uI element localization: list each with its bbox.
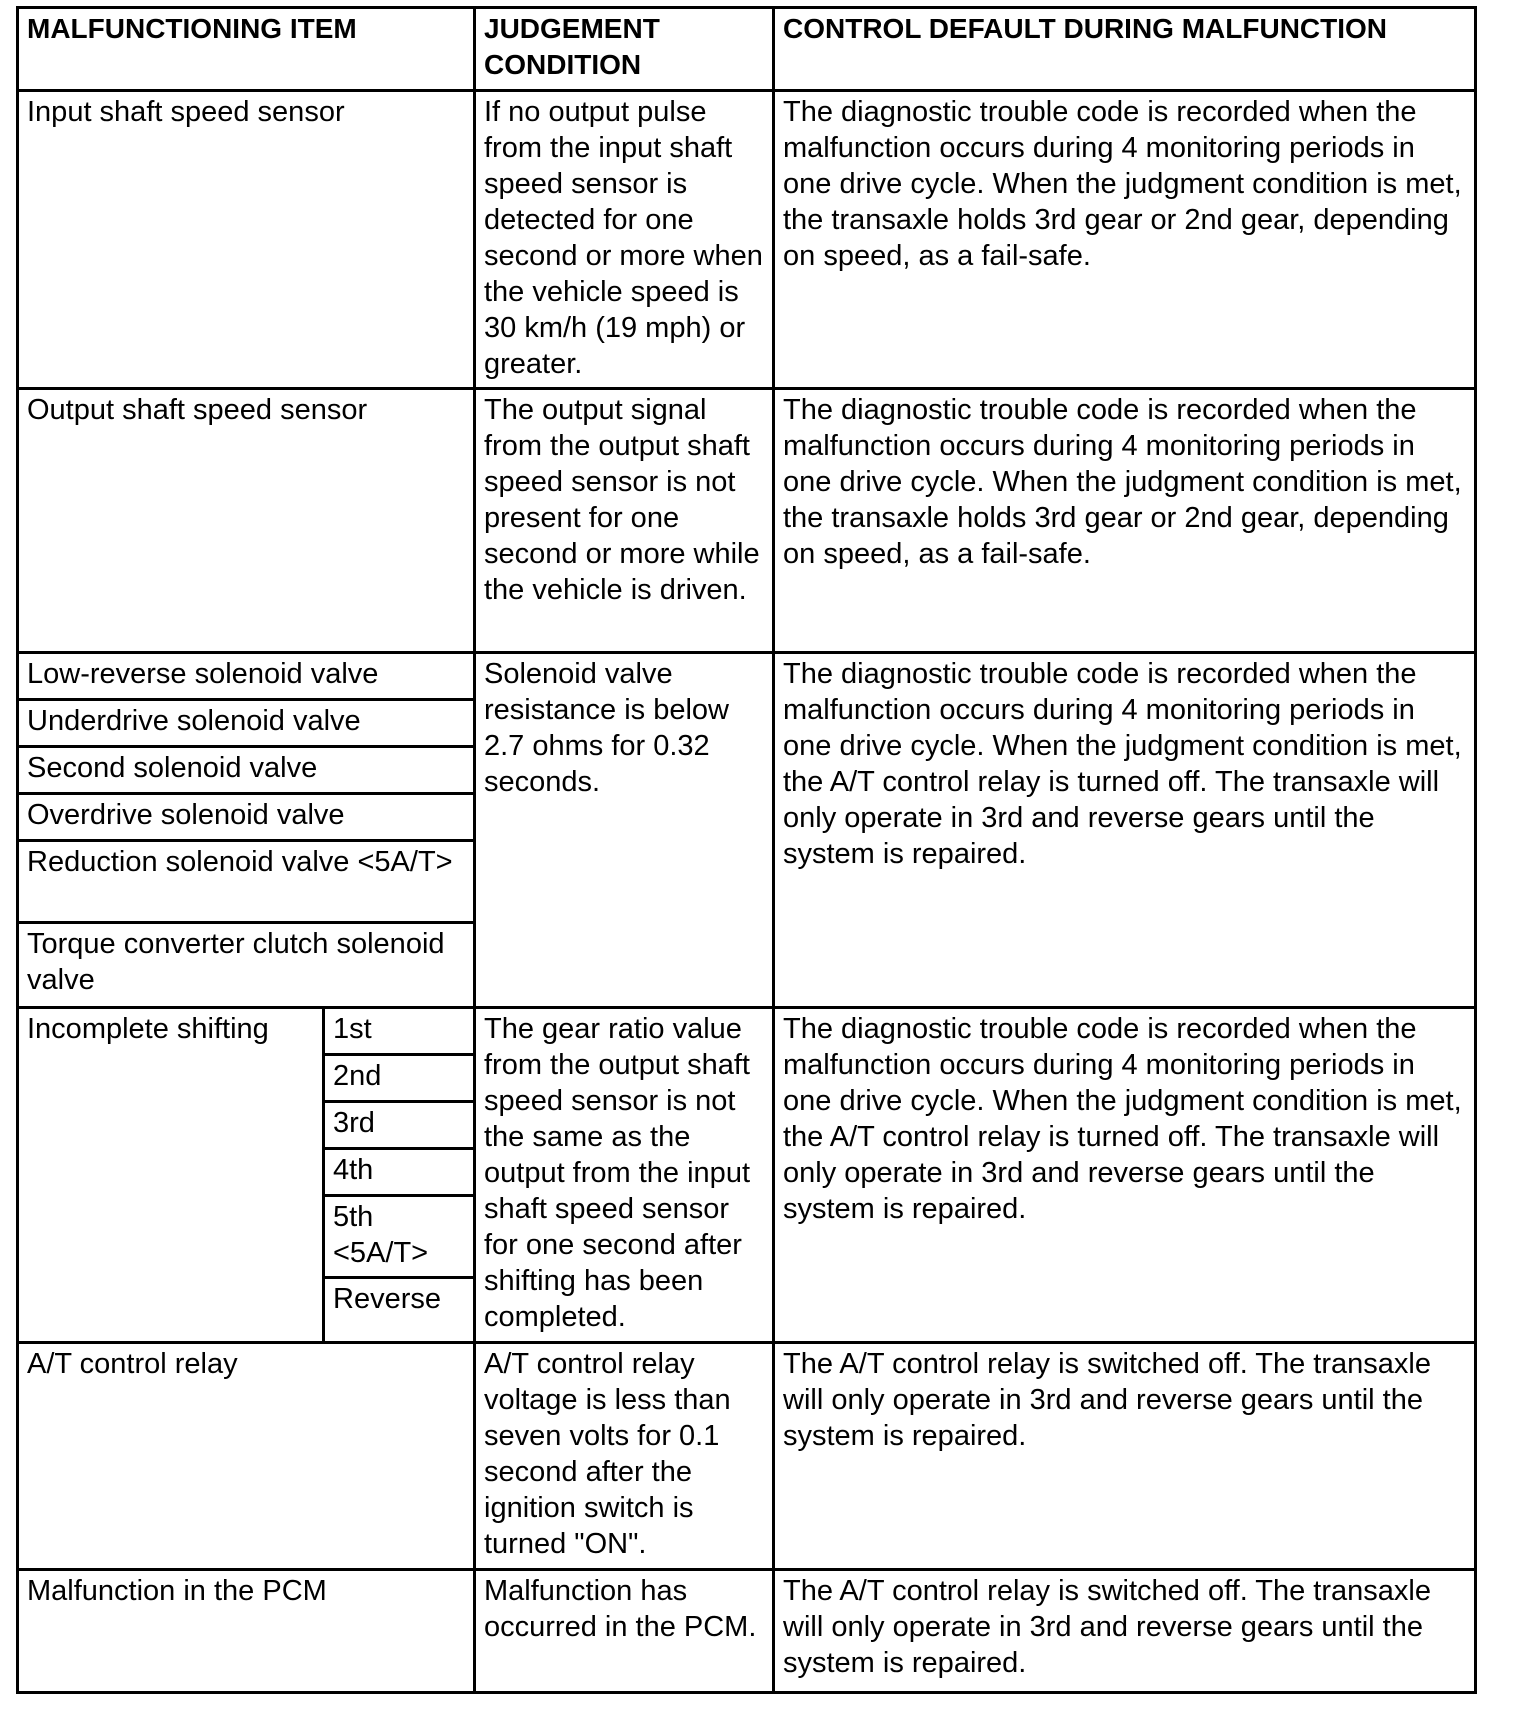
cell-gear-2nd: 2nd xyxy=(324,1055,475,1102)
table-row-shifting xyxy=(18,1008,1476,1055)
cell-control-shifting: The diagnostic trouble code is recorded when the malfunction occurs during 4 monitoring periods in one drive cycle. When the judgment condition is met, the A/T control relay is turned off. The transaxle will only operate in 3rd and reverse gears until the system is repaired. xyxy=(774,1008,1476,1343)
cell-item-second: Second solenoid valve xyxy=(18,747,475,794)
table-row-at-relay xyxy=(18,1343,1476,1570)
cell-judgement-shifting: The gear ratio value from the output shaft speed sensor is not the same as the output from the input shaft speed sensor for one second after shifting has been completed. xyxy=(475,1008,774,1343)
cell-judgement: If no output pulse from the input shaft speed sensor is detected for one second or more when the vehicle speed is 30 km/h (19 mph) or greater. xyxy=(475,91,774,389)
header-control-default: CONTROL DEFAULT DURING MALFUNCTION xyxy=(774,8,1476,91)
header-malfunctioning-item: MALFUNCTIONING ITEM xyxy=(18,8,475,91)
cell-item-torque-converter: Torque converter clutch solenoid valve xyxy=(18,923,475,1008)
cell-item-incomplete-shifting: Incomplete shifting xyxy=(18,1008,324,1343)
cell-item-low-reverse: Low-reverse solenoid valve xyxy=(18,653,475,700)
cell-control: The diagnostic trouble code is recorded when the malfunction occurs during 4 monitoring periods in one drive cycle. When the judgment condition is met, the transaxle holds 3rd gear or 2nd gear, depending on speed, as a fail-safe. xyxy=(774,91,1476,389)
cell-judgement: The output signal from the output shaft speed sensor is not present for one second or more while the vehicle is driven. xyxy=(475,389,774,653)
table-row-pcm xyxy=(18,1570,1476,1693)
cell-item-reduction: Reduction solenoid valve <5A/T> xyxy=(18,841,475,923)
cell-gear-1st: 1st xyxy=(324,1008,475,1055)
cell-control: The A/T control relay is switched off. The transaxle will only operate in 3rd and reverse gears until the system is repaired. xyxy=(774,1343,1476,1570)
cell-judgement: Malfunction has occurred in the PCM. xyxy=(475,1570,774,1693)
cell-judgement-solenoids: Solenoid valve resistance is below 2.7 ohms for 0.32 seconds. xyxy=(475,653,774,1008)
cell-control: The A/T control relay is switched off. The transaxle will only operate in 3rd and reverse gears until the system is repaired. xyxy=(774,1570,1476,1693)
table-row-input-shaft xyxy=(18,91,1476,389)
cell-item: Malfunction in the PCM xyxy=(18,1570,475,1693)
cell-gear-3rd: 3rd xyxy=(324,1102,475,1149)
malfunction-table xyxy=(16,6,1477,1694)
header-row xyxy=(18,8,1476,91)
cell-gear-5th: 5th <5A/T> xyxy=(324,1196,475,1278)
cell-judgement: A/T control relay voltage is less than seven volts for 0.1 second after the ignition switch is turned "ON". xyxy=(475,1343,774,1570)
cell-item-underdrive: Underdrive solenoid valve xyxy=(18,700,475,747)
cell-item: Input shaft speed sensor xyxy=(18,91,475,389)
cell-item-overdrive: Overdrive solenoid valve xyxy=(18,794,475,841)
table-row-output-shaft xyxy=(18,389,1476,653)
cell-item: Output shaft speed sensor xyxy=(18,389,475,653)
table-row-solenoid xyxy=(18,653,1476,700)
cell-control-solenoids: The diagnostic trouble code is recorded when the malfunction occurs during 4 monitoring periods in one drive cycle. When the judgment condition is met, the A/T control relay is turned off. The transaxle will only operate in 3rd and reverse gears until the system is repaired. xyxy=(774,653,1476,1008)
cell-item: A/T control relay xyxy=(18,1343,475,1570)
cell-gear-reverse: Reverse xyxy=(324,1278,475,1343)
cell-gear-4th: 4th xyxy=(324,1149,475,1196)
cell-control: The diagnostic trouble code is recorded when the malfunction occurs during 4 monitoring periods in one drive cycle. When the judgment condition is met, the transaxle holds 3rd gear or 2nd gear, depending on speed, as a fail-safe. xyxy=(774,389,1476,653)
header-judgement-condition: JUDGEMENT CONDITION xyxy=(475,8,774,91)
